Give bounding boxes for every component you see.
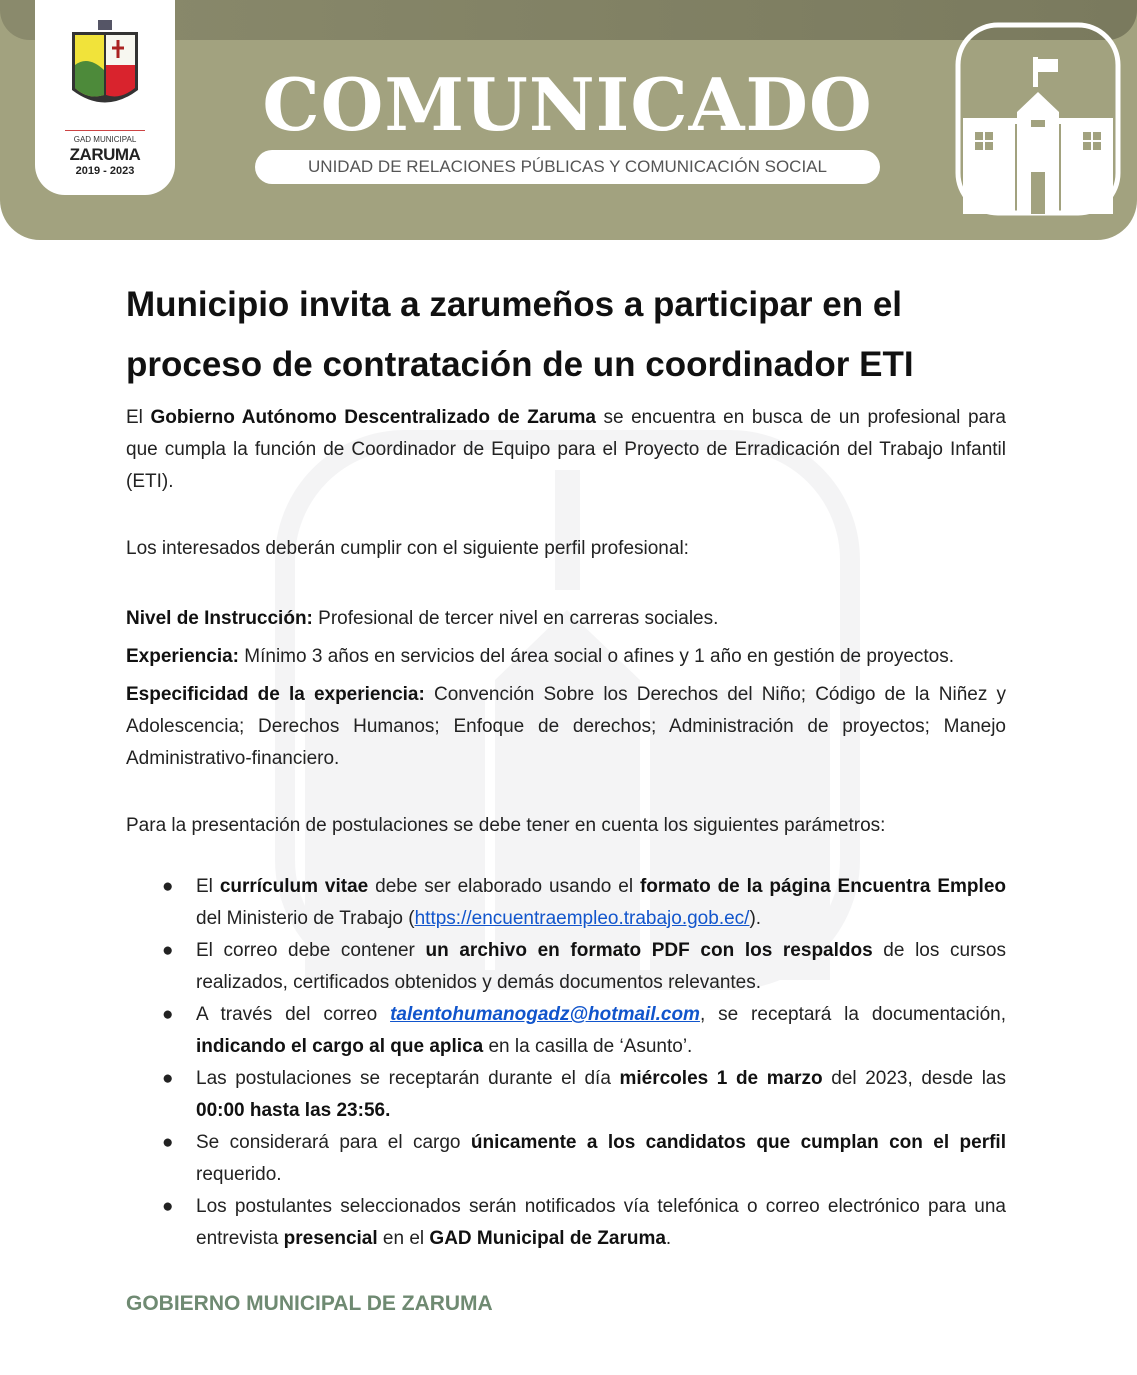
footer-organization: GOBIERNO MUNICIPAL DE ZARUMA (126, 1292, 493, 1315)
bold-text: Gobierno Autónomo Descentralizado de Zaruma (150, 407, 596, 428)
list-item-text (196, 1068, 1006, 1121)
text: requerido. (196, 1164, 282, 1185)
text: en la casilla de ‘Asunto’. (483, 1036, 693, 1057)
list-item-text (196, 1004, 1006, 1057)
bold-text: un archivo en formato PDF con los respaldos (425, 940, 873, 961)
email-link[interactable]: talentohumanogadz@hotmail.com (390, 1004, 700, 1025)
experience-specifics (126, 679, 1006, 775)
text: , se receptará la documentación, (699, 1004, 1006, 1025)
text: Mínimo 3 años en servicios del área social o afines y 1 año en gestión de proyectos. (239, 646, 955, 667)
article-title: Municipio invita a zarumeños a participar en el proceso de contratación de un coordinador ETI (126, 285, 914, 384)
text: en el (377, 1228, 430, 1249)
bold-text: Nivel de Instrucción: (126, 608, 313, 629)
text: El correo debe contener (196, 940, 426, 961)
text: . (665, 1228, 672, 1249)
text: del 2023, desde las (822, 1068, 1006, 1089)
list-item (126, 935, 1006, 999)
logo-years: 2019 - 2023 (75, 165, 135, 177)
text: de los cursos realizados, certificados obtenidos y demás documentos relevantes. (196, 940, 1006, 993)
bullet-icon: ● (162, 1068, 174, 1089)
bold-text: presencial (283, 1228, 378, 1249)
bold-text: Experiencia: (126, 646, 239, 667)
profile-intro (126, 533, 1006, 565)
experience-requirement (126, 641, 1006, 673)
text: ). (749, 908, 762, 929)
website-link[interactable]: https://encuentraempleo.trabajo.gob.ec/ (414, 908, 750, 929)
bullet-icon: ● (162, 1004, 174, 1025)
list-item-text (196, 940, 1006, 993)
logo-name: ZARUMA (69, 145, 141, 164)
list-item-text (196, 1196, 1006, 1249)
list-item (126, 1127, 1006, 1191)
text: Para la presentación de postulaciones se debe tener en cuenta los siguientes parámetros: (126, 815, 886, 836)
list-item (126, 1191, 1006, 1255)
text: El (196, 876, 220, 897)
logo-gad-label: GAD MUNICIPAL (73, 135, 137, 144)
parameters-intro (126, 810, 1006, 842)
text: Profesional de tercer nivel en carreras sociales. (312, 608, 719, 629)
list-item (126, 1063, 1006, 1127)
intro-paragraph (126, 402, 1006, 498)
text: El (126, 407, 151, 428)
text: A través del correo (196, 1004, 391, 1025)
list-item (126, 871, 1006, 935)
list-item-text (196, 1132, 1006, 1185)
text: Los interesados deberán cumplir con el siguiente perfil profesional: (126, 538, 689, 559)
bullet-icon: ● (162, 876, 174, 897)
bullet-icon: ● (162, 1196, 174, 1217)
bullet-icon: ● (162, 1132, 174, 1153)
bold-text: GAD Municipal de Zaruma (429, 1228, 666, 1249)
education-requirement (126, 603, 1006, 635)
bold-text: miércoles 1 de marzo (619, 1068, 823, 1089)
text: Las postulaciones se receptarán durante el día (196, 1068, 620, 1089)
bold-text: únicamente a los candidatos que cumplan con el perfil (470, 1132, 1006, 1153)
text: del Ministerio de Trabajo ( (196, 908, 415, 929)
text: Los postulantes seleccionados serán notificados vía telefónica o correo electrónico para una entrevista (196, 1196, 1006, 1249)
banner-subtitle: UNIDAD DE RELACIONES PÚBLICAS Y COMUNICACIÓN SOCIAL (255, 150, 880, 184)
document-body (126, 0, 1006, 1347)
text: Convención Sobre los Derechos del Niño; Código de la Niñez y Adolescencia; Derechos Humanos; Enfoque de derechos; Administración de proyectos; Manejo Administrativo-financiero. (126, 684, 1006, 769)
bold-text: indicando el cargo al que aplica (196, 1036, 484, 1057)
bold-text: Especificidad de la experiencia: (126, 684, 425, 705)
text: debe ser elaborado usando el (368, 876, 640, 897)
list-item-text (196, 876, 1006, 929)
bold-text: currículum vitae (219, 876, 369, 897)
bold-text: formato de la página Encuentra Empleo (639, 876, 1006, 897)
banner-title: COMUNICADO (262, 62, 873, 147)
bold-text: 00:00 hasta las 23:56. (196, 1100, 391, 1121)
parameters-list (126, 871, 1006, 1255)
list-item (126, 999, 1006, 1063)
bullet-icon: ● (162, 940, 174, 961)
text: se encuentra en busca de un profesional para que cumpla la función de Coordinador de Equipo para el Proyecto de Erradicación del Trabajo Infantil (ETI). (126, 407, 1006, 492)
text: Se considerará para el cargo (196, 1132, 471, 1153)
